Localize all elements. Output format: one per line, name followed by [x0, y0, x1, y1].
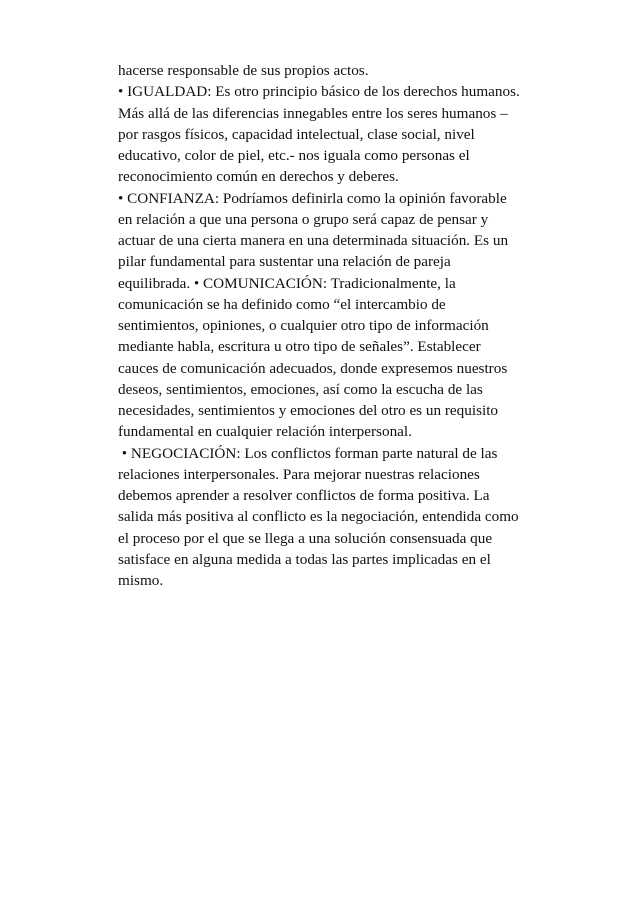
text-line: satisface en alguna medida a todas las partes implicadas en el [118, 550, 491, 568]
text-line: reconocimiento común en derechos y deberes. [118, 168, 399, 186]
text-line: hacerse responsable de sus propios actos. [118, 62, 369, 79]
text-line: pilar fundamental para sustentar una relación de pareja [118, 253, 451, 271]
text-line: en relación a que una persona o grupo será capaz de pensar y [118, 210, 489, 228]
text-line: comunicación se ha definido como “el intercambio de [118, 295, 446, 313]
text-line: sentimientos, opiniones, o cualquier otro tipo de información [118, 317, 489, 334]
text-line: • NEGOCIACIÓN: Los conflictos forman parte natural de las [118, 444, 498, 462]
text-line: salida más positiva al conflicto es la negociación, entendida como [118, 508, 519, 526]
text-line: deseos, sentimientos, emociones, así como la escucha de las [118, 380, 483, 398]
text-line: educativo, color de piel, etc.- nos iguala como personas el [118, 147, 470, 164]
text-line: fundamental en cualquier relación interpersonal. [118, 423, 412, 441]
text-line: mismo. [118, 572, 164, 589]
text-line: debemos aprender a resolver conflictos de forma positiva. La [118, 487, 490, 504]
text-line: por rasgos físicos, capacidad intelectual, clase social, nivel [118, 125, 475, 143]
text-line: mediante habla, escritura u otro tipo de señales”. Establecer [118, 338, 481, 356]
text-line: • CONFIANZA: Podríamos definirla como la opinión favorable [118, 189, 507, 207]
document-body [118, 60, 588, 591]
text-line: Más allá de las diferencias innegables entre los seres humanos – [118, 104, 508, 122]
text-line: cauces de comunicación adecuados, donde expresemos nuestros [118, 359, 508, 377]
text-line: relaciones interpersonales. Para mejorar nuestras relaciones [118, 465, 480, 483]
text-line: equilibrada. • COMUNICACIÓN: Tradicionalmente, la [118, 274, 456, 292]
text-line: el proceso por el que se llega a una solución consensuada que [118, 529, 493, 547]
text-line: necesidades, sentimientos y emociones del otro es un requisito [118, 402, 499, 419]
text-line: actuar de una cierta manera en una determinada situación. Es un [118, 232, 509, 249]
text-line: • IGUALDAD: Es otro principio básico de los derechos humanos. [118, 83, 520, 101]
